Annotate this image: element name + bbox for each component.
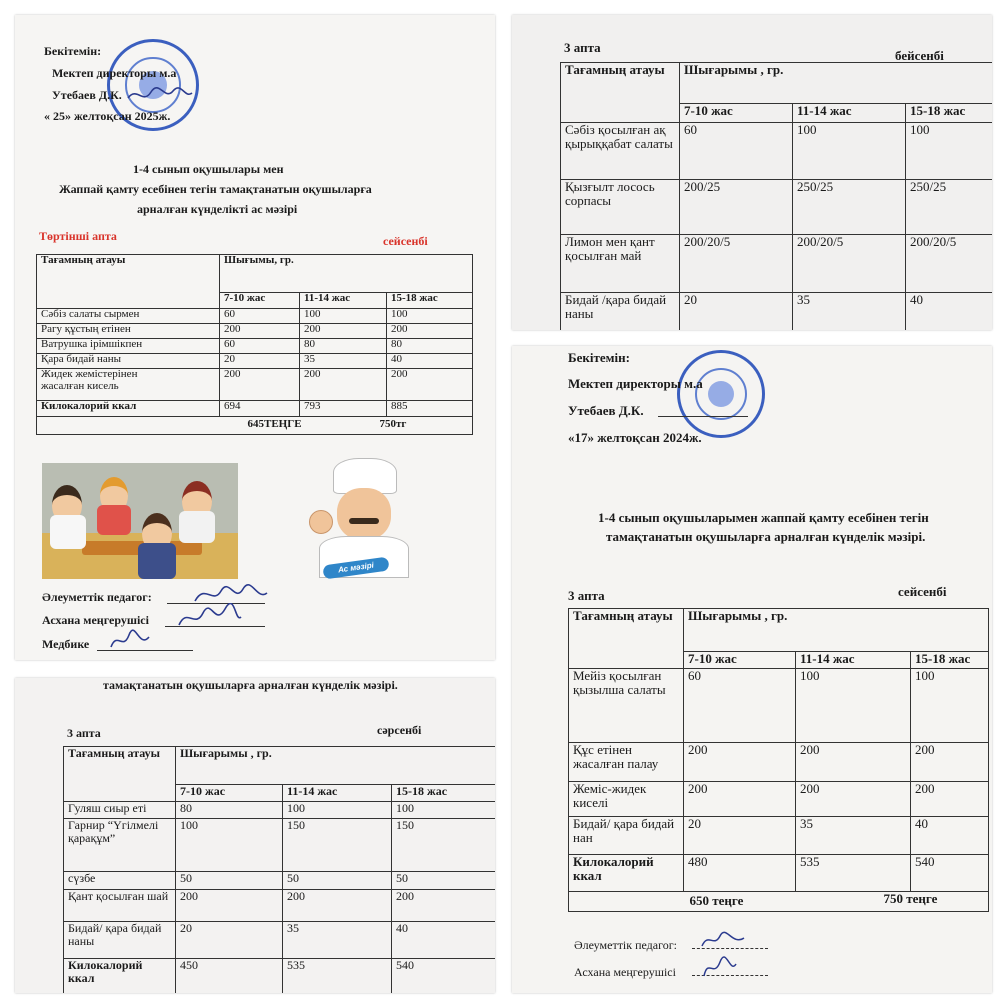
portion-cell: 200/20/5 xyxy=(793,235,906,293)
portion-cell: 50 xyxy=(392,872,496,890)
menu-title-line2: тамақтанатын оқушыларға арналған күнделік мәзірі. xyxy=(606,529,926,544)
calorie-cell: 694 xyxy=(220,401,300,417)
portion-cell: 60 xyxy=(684,669,796,743)
portion-cell: 35 xyxy=(796,817,911,855)
table-row xyxy=(569,782,989,817)
calorie-cell: 540 xyxy=(392,959,496,994)
signature-line xyxy=(658,416,748,417)
menu-table xyxy=(36,254,473,435)
menu-title-line1: 1-4 сынып оқушыларымен жаппай қамту есебінен тегін xyxy=(598,510,929,525)
canteen-head-label: Асхана меңгерушісі xyxy=(42,613,149,627)
portion-cell: 150 xyxy=(283,819,392,872)
portion-cell: 200 xyxy=(220,324,300,339)
dish-name: Жеміс-жидек киселі xyxy=(569,782,684,817)
director-signature xyxy=(125,83,195,105)
age-header: 7-10 жас xyxy=(220,293,300,309)
age-header: 11-14 жас xyxy=(796,652,911,669)
total-label: Килокалорий ккал xyxy=(64,959,176,994)
dish-name: Мейіз қосылған қызылша салаты xyxy=(569,669,684,743)
price-primary: 650 теңге xyxy=(689,893,744,908)
nurse-label: Медбике xyxy=(42,637,90,651)
portion-cell: 35 xyxy=(283,922,392,959)
price-row xyxy=(569,892,989,912)
dish-name: Ватрушка ірімшікпен xyxy=(37,339,220,354)
price-row xyxy=(37,417,473,435)
age-header: 15-18 жас xyxy=(387,293,473,309)
dish-name: Қант қосылған шай xyxy=(64,890,176,922)
portion-cell: 35 xyxy=(300,354,387,369)
portion-cell: 100 xyxy=(387,309,473,324)
menu-table xyxy=(568,608,989,912)
menu-table xyxy=(560,62,992,330)
portion-cell: 200 xyxy=(300,324,387,339)
day-label: сейсенбі xyxy=(898,584,947,599)
portion-cell: 100 xyxy=(283,802,392,819)
dish-name: Гарнир “Үгілмелі қарақұм” xyxy=(64,819,176,872)
age-header: 11-14 жас xyxy=(300,293,387,309)
menu-photo-week3-thursday xyxy=(512,15,992,330)
portion-cell: 80 xyxy=(387,339,473,354)
chef-illustration xyxy=(303,458,413,583)
calorie-cell: 535 xyxy=(283,959,392,994)
portion-cell: 200/20/5 xyxy=(680,235,793,293)
portion-cell: 200 xyxy=(283,890,392,922)
table-row xyxy=(561,235,993,293)
calorie-cell: 793 xyxy=(300,401,387,417)
age-header: 15-18 жас xyxy=(911,652,989,669)
col-yield-header: Шығарымы , гр. xyxy=(684,609,989,652)
total-row xyxy=(569,855,989,892)
age-header: 7-10 жас xyxy=(176,785,283,802)
week-label: 3 апта xyxy=(568,588,605,603)
day-label: бейсенбі xyxy=(895,48,944,63)
dish-name: Қара бидай наны xyxy=(37,354,220,369)
table-row xyxy=(64,819,496,872)
table-row xyxy=(37,309,473,324)
menu-photo-week3-tuesday xyxy=(512,346,992,993)
portion-cell: 250/25 xyxy=(906,180,993,235)
portion-cell: 200 xyxy=(392,890,496,922)
col-dish-header: Тағамның атауы xyxy=(569,609,684,669)
dish-name: Сәбіз қосылған ақ қырыққабат салаты xyxy=(561,123,680,180)
menu-photo-week4-tuesday xyxy=(15,15,495,660)
table-row xyxy=(37,339,473,354)
approval-date: « 25» желтоқсан 2025ж. xyxy=(44,109,171,123)
portion-cell: 50 xyxy=(283,872,392,890)
col-dish-header: Тағамның атауы xyxy=(561,63,680,123)
canteen-head-signature xyxy=(175,603,245,631)
total-label: Килокалорий ккал xyxy=(569,855,684,892)
dish-name: Сәбіз салаты сырмен xyxy=(37,309,220,324)
portion-cell: 100 xyxy=(176,819,283,872)
menu-title-line3: арналған күнделікті ас мәзірі xyxy=(137,202,298,216)
portion-cell: 100 xyxy=(793,123,906,180)
total-row xyxy=(37,401,473,417)
portion-cell: 40 xyxy=(392,922,496,959)
social-pedagogue-label: Әлеуметтік педагог: xyxy=(42,590,152,604)
week-label: Төртінші апта xyxy=(39,229,117,243)
portion-cell: 60 xyxy=(220,339,300,354)
col-dish-header: Тағамның атауы xyxy=(37,255,220,309)
dish-name: Гуляш сиыр еті xyxy=(64,802,176,819)
dish-name: Жидек жемістерінен жасалған кисель xyxy=(37,369,220,401)
day-label: сәрсенбі xyxy=(377,723,422,737)
calorie-cell: 540 xyxy=(911,855,989,892)
col-yield-header: Шығарымы , гр. xyxy=(680,63,993,104)
portion-cell: 200 xyxy=(911,743,989,782)
dish-name: Бидай/ қара бидай нан xyxy=(569,817,684,855)
menu-title-line1: 1-4 сынып оқушылары мен xyxy=(133,162,284,176)
portion-cell: 35 xyxy=(793,293,906,331)
price-secondary: 750 теңге xyxy=(883,891,938,906)
table-row xyxy=(569,669,989,743)
age-header: 15-18 жас xyxy=(906,104,993,123)
portion-cell: 40 xyxy=(387,354,473,369)
total-label: Килокалорий ккал xyxy=(37,401,220,417)
menu-photo-week3-wednesday xyxy=(15,678,495,993)
director-title: Мектеп директоры м.а xyxy=(568,376,703,391)
calorie-cell: 450 xyxy=(176,959,283,994)
age-header: 11-14 жас xyxy=(793,104,906,123)
portion-cell: 40 xyxy=(911,817,989,855)
table-row xyxy=(64,922,496,959)
dish-name: Бидай /қара бидай наны xyxy=(561,293,680,331)
menu-table xyxy=(63,746,495,993)
age-header: 11-14 жас xyxy=(283,785,392,802)
portion-cell: 200/25 xyxy=(680,180,793,235)
col-yield-header: Шығарымы , гр. xyxy=(176,747,496,785)
table-row xyxy=(64,802,496,819)
director-name: Утебаев Д.К. xyxy=(52,88,122,102)
portion-cell: 100 xyxy=(906,123,993,180)
portion-cell: 100 xyxy=(392,802,496,819)
week-label: 3 апта xyxy=(67,726,101,740)
canteen-head-signature xyxy=(700,952,740,982)
table-row xyxy=(37,324,473,339)
table-row xyxy=(64,890,496,922)
portion-cell: 40 xyxy=(906,293,993,331)
age-header: 15-18 жас xyxy=(392,785,496,802)
portion-cell: 200 xyxy=(796,743,911,782)
table-row xyxy=(64,872,496,890)
portion-cell: 20 xyxy=(176,922,283,959)
portion-cell: 80 xyxy=(176,802,283,819)
calorie-cell: 885 xyxy=(387,401,473,417)
menu-title-fragment: тамақтанатын оқушыларға арналған күнделік мәзірі. xyxy=(103,678,398,692)
portion-cell: 80 xyxy=(300,339,387,354)
portion-cell: 100 xyxy=(300,309,387,324)
director-title: Мектеп директоры м.а xyxy=(52,66,177,80)
approve-label: Бекітемін: xyxy=(44,44,102,58)
portion-cell: 200 xyxy=(684,743,796,782)
age-header: 7-10 жас xyxy=(680,104,793,123)
dish-name: Бидай/ қара бидай наны xyxy=(64,922,176,959)
col-yield-header: Шығымы, гр. xyxy=(220,255,473,293)
portion-cell: 100 xyxy=(796,669,911,743)
portion-cell: 200 xyxy=(300,369,387,401)
social-pedagogue-signature xyxy=(698,928,748,950)
director-name: Утебаев Д.К. xyxy=(568,403,644,418)
table-row xyxy=(561,180,993,235)
portion-cell: 200 xyxy=(911,782,989,817)
menu-title-line2: Жаппай қамту есебінен тегін тамақтанатын оқушыларға xyxy=(59,182,372,196)
portion-cell: 20 xyxy=(220,354,300,369)
table-row xyxy=(561,123,993,180)
table-row xyxy=(569,817,989,855)
calorie-cell: 535 xyxy=(796,855,911,892)
portion-cell: 200 xyxy=(220,369,300,401)
total-row xyxy=(64,959,496,994)
social-pedagogue-label: Әлеуметтік педагог: xyxy=(574,938,677,952)
col-dish-header: Тағамның атауы xyxy=(64,747,176,802)
table-row xyxy=(37,354,473,369)
price-primary: 645ТЕҢГЕ xyxy=(247,418,302,430)
day-label: сейсенбі xyxy=(383,234,428,248)
nurse-signature xyxy=(107,627,153,653)
week-label: 3 апта xyxy=(564,40,601,55)
table-row xyxy=(569,743,989,782)
age-header: 7-10 жас xyxy=(684,652,796,669)
portion-cell: 200 xyxy=(176,890,283,922)
portion-cell: 60 xyxy=(680,123,793,180)
portion-cell: 100 xyxy=(911,669,989,743)
school-seal xyxy=(677,350,765,438)
portion-cell: 150 xyxy=(392,819,496,872)
approval-date: «17» желтоқсан 2024ж. xyxy=(568,430,702,445)
portion-cell: 20 xyxy=(684,817,796,855)
approve-label: Бекітемін: xyxy=(568,350,630,365)
portion-cell: 200 xyxy=(796,782,911,817)
dish-name: Құс етінен жасалған палау xyxy=(569,743,684,782)
dish-name: Лимон мен қант қосылған май xyxy=(561,235,680,293)
menu-badge-text: Ас мәзірі xyxy=(337,560,375,575)
dish-name: сүзбе xyxy=(64,872,176,890)
portion-cell: 200 xyxy=(387,369,473,401)
portion-cell: 250/25 xyxy=(793,180,906,235)
portion-cell: 200 xyxy=(387,324,473,339)
portion-cell: 20 xyxy=(680,293,793,331)
children-eating-illustration xyxy=(42,463,238,579)
price-secondary: 750тг xyxy=(379,418,407,430)
portion-cell: 50 xyxy=(176,872,283,890)
dish-name: Қызғылт лосось сорпасы xyxy=(561,180,680,235)
dish-name: Рагу құстың етінен xyxy=(37,324,220,339)
table-row xyxy=(561,293,993,331)
portion-cell: 200 xyxy=(684,782,796,817)
table-row xyxy=(37,369,473,401)
canteen-head-label: Асхана меңгерушісі xyxy=(574,965,676,979)
portion-cell: 200/20/5 xyxy=(906,235,993,293)
portion-cell: 60 xyxy=(220,309,300,324)
calorie-cell: 480 xyxy=(684,855,796,892)
